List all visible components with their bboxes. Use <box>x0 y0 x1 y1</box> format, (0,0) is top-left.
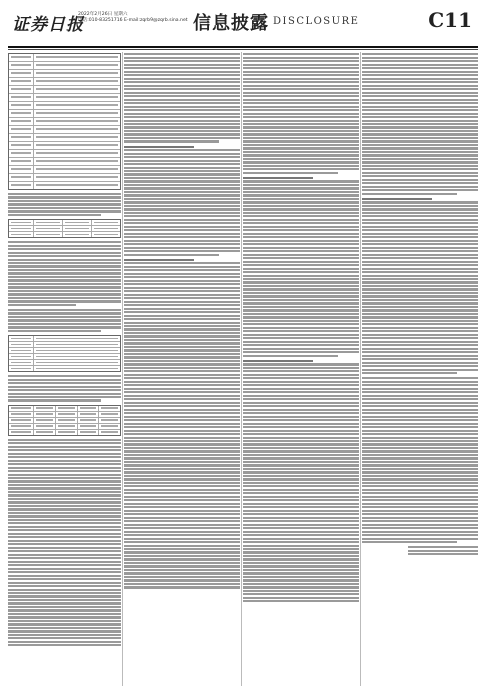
masthead <box>8 4 478 48</box>
text-column-1 <box>8 52 121 686</box>
text-block <box>124 259 240 589</box>
text-block <box>243 177 359 357</box>
text-block <box>362 53 478 195</box>
page-number: C11 <box>428 8 472 32</box>
text-block <box>8 193 121 216</box>
announcement-table <box>8 53 121 190</box>
column-divider <box>360 52 361 686</box>
text-block <box>8 439 121 647</box>
text-block <box>243 53 359 174</box>
text-block <box>8 309 121 332</box>
column-divider <box>241 52 242 686</box>
issue-date: 2022年2月26日 星期六 <box>78 12 128 17</box>
text-block <box>362 198 478 374</box>
data-table <box>8 219 121 238</box>
section-title: 信息披露 <box>193 13 269 34</box>
data-table <box>8 405 121 436</box>
section-title-en: DISCLOSURE <box>273 16 360 27</box>
text-block <box>243 360 359 603</box>
text-block <box>124 146 240 256</box>
issue-info <box>78 12 188 24</box>
text-block <box>8 375 121 402</box>
text-column-4 <box>362 52 478 686</box>
newspaper-logo: 证券日报 <box>12 15 84 35</box>
column-divider <box>122 52 123 686</box>
signature-block <box>362 546 478 555</box>
issue-contact: 电话:010-83251716 E-mail:zqrb9@zqrb.sina.net <box>78 18 188 23</box>
data-table <box>8 335 121 372</box>
text-column-3 <box>243 52 359 686</box>
text-block <box>362 377 478 543</box>
text-block <box>8 241 121 306</box>
text-column-2 <box>124 52 240 686</box>
header-divider <box>8 49 478 50</box>
text-block <box>124 53 240 142</box>
